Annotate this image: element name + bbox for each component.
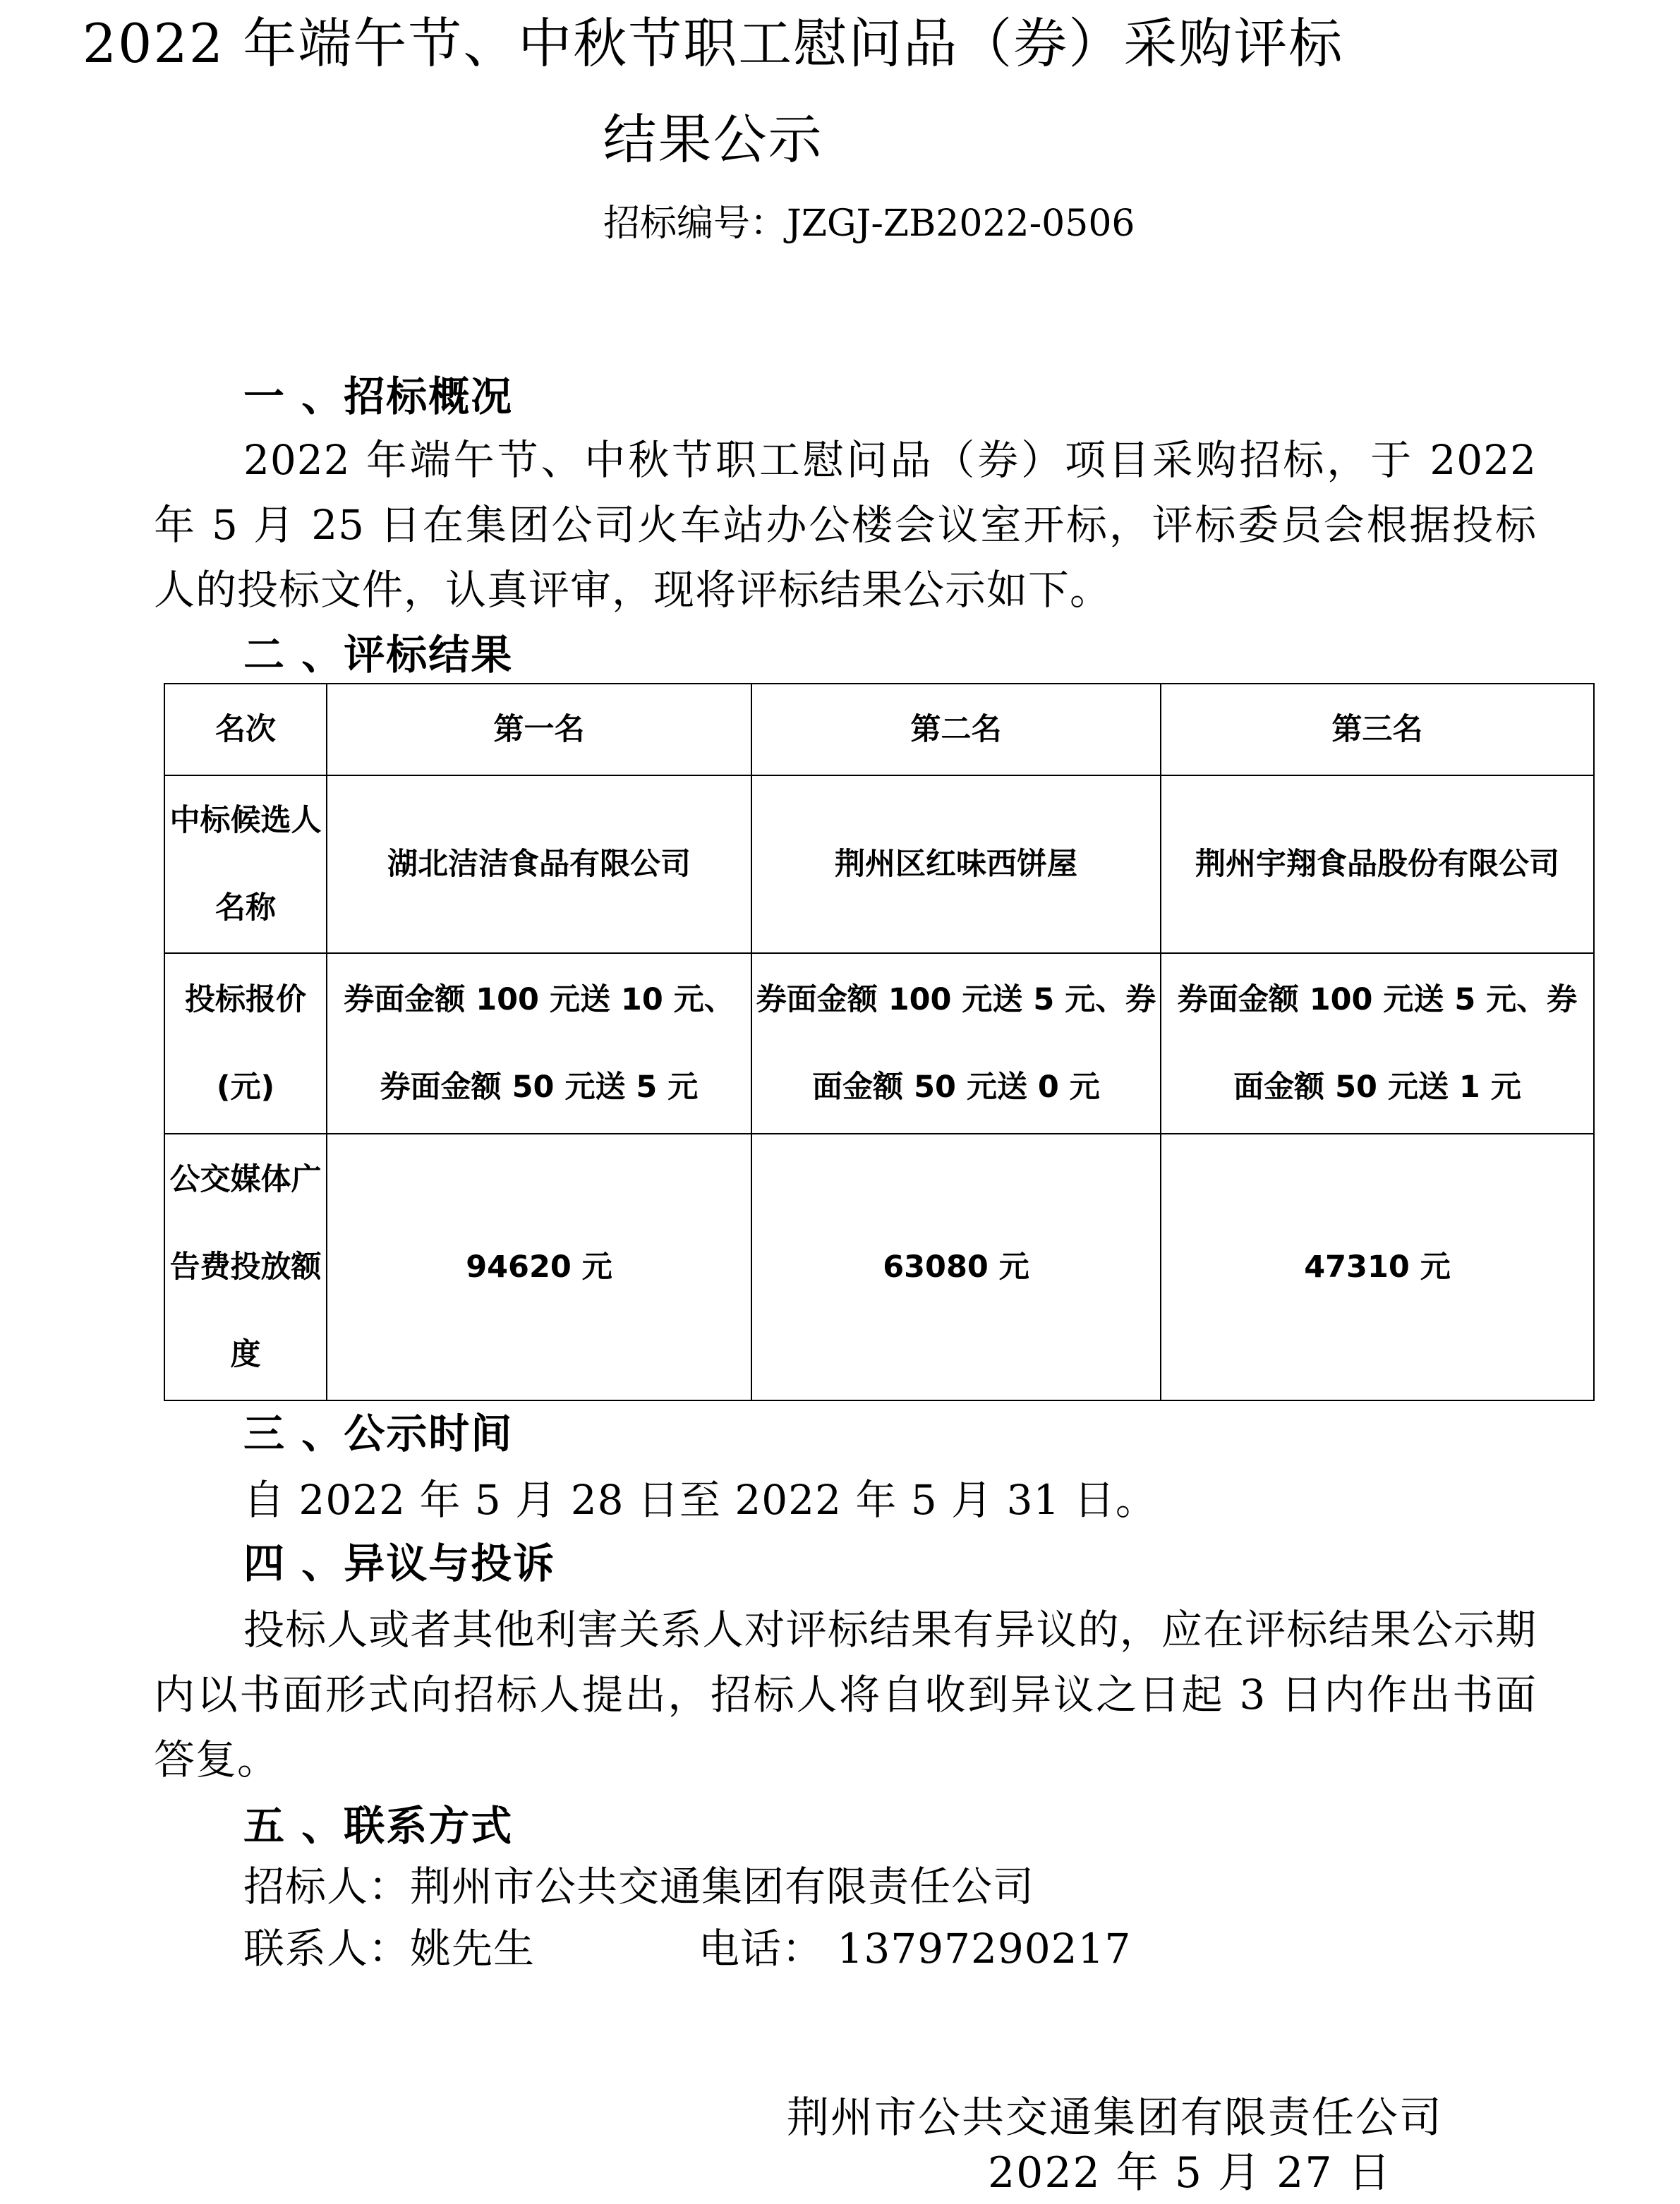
table-cell: 券面金额 100 元送 5 元、券面金额 50 元送 1 元 <box>1161 953 1594 1134</box>
section-5-heading: 五 、联系方式 <box>243 1802 514 1850</box>
row-label-candidate-name: 中标候选人名称 <box>164 775 327 953</box>
table-cell: 券面金额 100 元送 5 元、券面金额 50 元送 0 元 <box>751 953 1161 1134</box>
table-row <box>164 953 1594 1134</box>
section-4-heading: 四 、异议与投诉 <box>243 1539 556 1587</box>
section-3-text: 自 2022 年 5 月 28 日至 2022 年 5 月 31 日。 <box>243 1476 1157 1524</box>
document-title-line-2: 结果公示 <box>603 108 823 171</box>
header-cell-rank: 名次 <box>164 684 327 775</box>
section-1-heading: 一 、招标概况 <box>243 373 514 420</box>
signature-date: 2022 年 5 月 27 日 <box>988 2148 1392 2198</box>
document-title-line-1: 2022 年端午节、中秋节职工慰问品（券）采购评标 <box>82 12 1344 75</box>
table-cell: 湖北洁洁食品有限公司 <box>327 775 751 953</box>
bid-results-table <box>164 683 1595 1401</box>
table-cell: 荆州区红味西饼屋 <box>751 775 1161 953</box>
table-cell: 94620 元 <box>327 1134 751 1400</box>
table-row <box>164 775 1594 953</box>
table-row <box>164 1134 1594 1400</box>
header-cell-third: 第三名 <box>1161 684 1594 775</box>
bid-number: 招标编号：JZGJ-ZB2022-0506 <box>603 202 1135 245</box>
contact-person: 联系人：姚先生 <box>243 1925 536 1973</box>
table-cell: 券面金额 100 元送 10 元、券面金额 50 元送 5 元 <box>327 953 751 1134</box>
header-cell-first: 第一名 <box>327 684 751 775</box>
section-4-text: 投标人或者其他利害关系人对评标结果有异议的，应在评标结果公示期内以书面形式向招标人提出，招标人将自收到异议之日起 3 日内作出书面答复。 <box>154 1606 1537 1784</box>
section-1-text: 2022 年端午节、中秋节职工慰问品（券）项目采购招标，于 2022 年 5 月 25 日在集团公司火车站办公楼会议室开标，评标委员会根据投标人的投标文件，认真评审，现将评标结果公示如下。 <box>154 436 1537 614</box>
table-cell: 63080 元 <box>751 1134 1161 1400</box>
section-2-heading: 二 、评标结果 <box>243 631 514 679</box>
table-cell: 荆州宇翔食品股份有限公司 <box>1161 775 1594 953</box>
signature-company: 荆州市公共交通集团有限责任公司 <box>787 2093 1443 2143</box>
row-label-ad-budget: 公交媒体广告费投放额度 <box>164 1134 327 1400</box>
table-header-row <box>164 684 1594 775</box>
section-3-heading: 三 、公示时间 <box>243 1410 514 1458</box>
tenderer-line: 招标人：荆州市公共交通集团有限责任公司 <box>243 1863 1035 1911</box>
header-cell-second: 第二名 <box>751 684 1161 775</box>
contact-phone: 电话： 13797290217 <box>699 1925 1132 1973</box>
table-cell: 47310 元 <box>1161 1134 1594 1400</box>
row-label-bid-price: 投标报价(元) <box>164 953 327 1134</box>
